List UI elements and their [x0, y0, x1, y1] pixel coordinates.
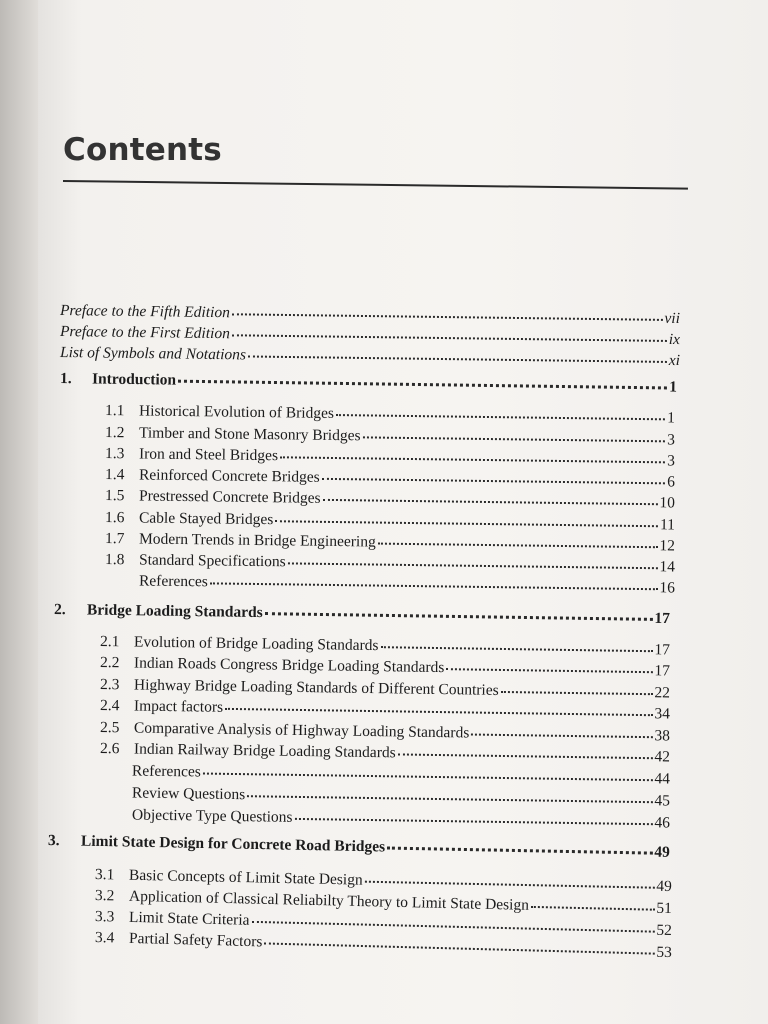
leader-dots [178, 380, 667, 390]
leader-dots [378, 543, 658, 549]
leader-dots [531, 906, 654, 911]
section-number: 1.1 [104, 402, 125, 420]
toc-chapter-3[interactable] [48, 832, 670, 862]
section-number: 1.6 [104, 509, 125, 527]
chapter-number: 1. [59, 370, 72, 388]
toc-page-number: vii [664, 309, 681, 328]
section-number: 3.2 [94, 887, 115, 905]
toc-page-number: 34 [654, 705, 671, 723]
toc-page-number: 46 [654, 814, 671, 832]
section-label: References [138, 572, 208, 591]
toc-page-number: 6 [667, 473, 676, 491]
leader-dots [251, 921, 654, 933]
leader-dots [323, 499, 658, 505]
leader-dots [264, 942, 654, 954]
section-label: Cable Stayed Bridges [138, 509, 274, 529]
section-label: Review Questions [131, 784, 246, 804]
section-number: 3.4 [94, 929, 115, 947]
toc-page-number: 49 [656, 877, 673, 896]
leader-dots [247, 795, 652, 803]
toc-section-1-1[interactable] [105, 402, 675, 427]
leader-dots [232, 313, 663, 321]
section-label: Objective Type Questions [131, 806, 293, 826]
section-label: Limit State Criteria [128, 908, 250, 929]
chapter-title: Limit State Design for Concrete Road Bridges [80, 832, 386, 856]
leader-dots [275, 520, 658, 527]
toc-page-number: 16 [659, 579, 676, 597]
toc-page-number: 11 [659, 516, 676, 534]
section-label: Timber and Stone Masonry Bridges [138, 424, 361, 445]
toc-entry-label: List of Symbols and Notations [59, 344, 247, 364]
leader-dots [336, 414, 665, 420]
leader-dots [225, 708, 652, 716]
toc-chapter-1[interactable] [60, 370, 677, 397]
toc-page-number: 42 [654, 748, 671, 766]
toc-page-number: 3 [667, 431, 676, 449]
toc-page-number: 17 [654, 662, 671, 680]
toc-page-number: 45 [654, 792, 671, 810]
toc-page-number: ix [668, 330, 681, 349]
toc-page-number: 44 [654, 770, 671, 788]
section-number: 2.5 [99, 719, 120, 737]
section-number: 3.3 [94, 908, 115, 926]
section-number: 1.3 [104, 445, 125, 463]
section-number: 1.2 [104, 424, 125, 442]
leader-dots [280, 456, 665, 463]
toc-section-2-objective-questions[interactable] [100, 806, 670, 832]
toc-page-number: 38 [654, 727, 671, 745]
toc-page-number: 49 [654, 843, 671, 861]
section-number: 2.4 [99, 697, 120, 715]
leader-dots [294, 818, 652, 825]
leader-dots [471, 734, 652, 739]
toc-page-number: 1 [667, 409, 676, 427]
section-label: Indian Railway Bridge Loading Standards [133, 740, 396, 762]
toc-page-number: 12 [659, 537, 676, 555]
section-number: 1.8 [104, 551, 125, 569]
section-number: 2.6 [99, 740, 120, 758]
section-number: 1.5 [104, 487, 125, 505]
section-label: Basic Concepts of Limit State Design [128, 866, 363, 889]
toc-entry-label: Preface to the First Edition [59, 323, 231, 343]
leader-dots [210, 582, 658, 590]
toc-entry-label: Preface to the Fifth Edition [59, 302, 230, 322]
leader-dots [248, 355, 667, 362]
chapter-number: 3. [47, 832, 60, 850]
section-label: Partial Safety Factors [128, 929, 263, 951]
section-label: Comparative Analysis of Highway Loading Standards [133, 719, 470, 742]
leader-dots [232, 334, 667, 342]
section-label: Standard Specifications [138, 551, 286, 571]
leader-dots [501, 691, 653, 695]
toc-page-number: 22 [654, 684, 671, 702]
leader-dots [387, 847, 652, 855]
section-label: References [131, 762, 201, 781]
toc-page-number: xi [668, 351, 681, 370]
toc-section-1-5[interactable] [105, 487, 675, 512]
toc-page-number: 17 [654, 641, 671, 659]
section-number: 1.4 [104, 466, 125, 484]
leader-dots [203, 773, 653, 782]
leader-dots [265, 612, 653, 621]
section-label: Reinforced Concrete Bridges [138, 466, 320, 486]
section-label: Evolution of Bridge Loading Standards [133, 633, 379, 655]
toc-page-number: 14 [659, 558, 676, 576]
leader-dots [398, 753, 653, 759]
section-label: Historical Evolution of Bridges [138, 402, 335, 422]
section-number: 2.2 [99, 654, 120, 672]
leader-dots [365, 881, 655, 889]
toc-section-1-references[interactable] [105, 572, 675, 597]
toc-page-number: 52 [656, 921, 673, 940]
leader-dots [322, 478, 665, 484]
section-label: Modern Trends in Bridge Engineering [138, 530, 376, 551]
leader-dots [288, 562, 658, 569]
leader-dots [363, 436, 666, 442]
section-number: 2.3 [99, 676, 120, 694]
toc-page-number: 51 [656, 899, 673, 918]
toc-page-number: 1 [669, 378, 678, 396]
section-label: Iron and Steel Bridges [138, 445, 279, 465]
section-number: 1.7 [104, 530, 125, 548]
page-title: Contents [63, 132, 222, 168]
toc-page-number: 53 [656, 943, 673, 962]
section-label: Prestressed Concrete Bridges [138, 487, 321, 507]
section-label: Indian Roads Congress Bridge Loading Standards [133, 654, 445, 677]
toc-page-number: 17 [654, 609, 671, 628]
section-number: 3.1 [94, 866, 115, 884]
toc-chapter-2[interactable] [54, 601, 670, 628]
section-label: Impact factors [133, 697, 224, 716]
section-number: 2.1 [99, 633, 120, 651]
chapter-title: Introduction [91, 370, 177, 389]
section-label: Application of Classical Reliabilty Theory to Limit State Design [128, 887, 530, 914]
chapter-title: Bridge Loading Standards [86, 601, 263, 622]
toc-page-number: 10 [659, 494, 676, 512]
chapter-number: 2. [53, 601, 66, 619]
leader-dots [380, 646, 652, 652]
toc-page-number: 3 [667, 452, 676, 470]
section-label: Highway Bridge Loading Standards of Different Countries [133, 676, 499, 699]
leader-dots [446, 668, 652, 673]
